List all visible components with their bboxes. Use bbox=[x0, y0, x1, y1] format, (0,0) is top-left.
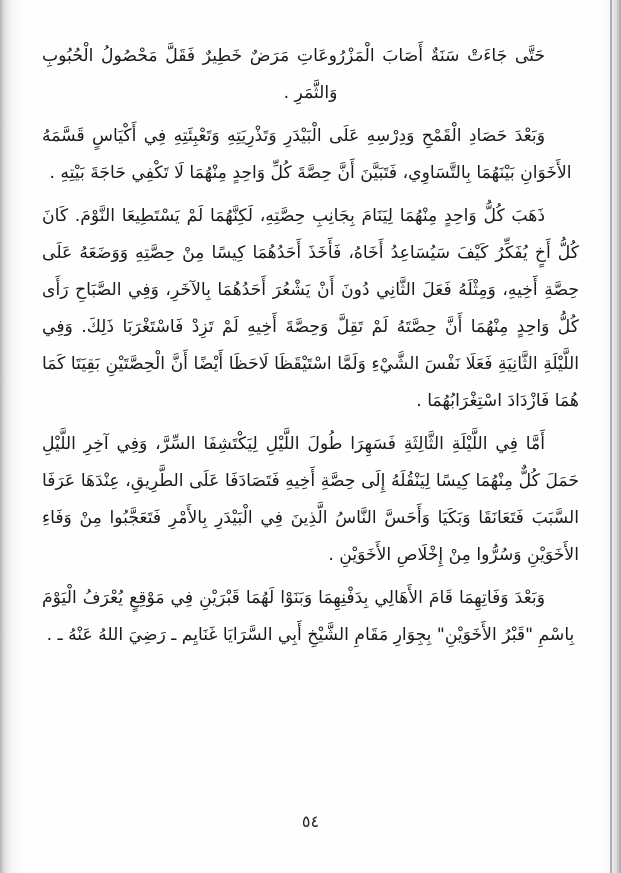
page-number: ٥٤ bbox=[301, 812, 320, 831]
page-left-edge-shadow bbox=[0, 0, 26, 873]
page-text-body bbox=[42, 38, 579, 660]
body-paragraph: ذَهَبَ كُلُّ وَاحِدٍ مِنْهُمَا لِيَنَامَ بِجَانِبِ حِصَّتِهِ، لَكِنَّهُمَا لَمْ يَسْتَطِيعَا النَّوْمَ. كَانَ كُلُّ أَخٍ يُفَكِّرُ كَيْفَ سَيُسَاعِدُ أَخَاهُ، فَأَخَذَ أَحَدُهُمَا كِيسًا مِنْ حِصَّتِهِ وَوَضَعَهُ عَلَى حِصَّةِ أَخِيهِ، وَمِثْلَهُ فَعَلَ الثَّانِي دُونَ أَنْ يَشْعُرَ أَحَدُهُمَا بِالآخَرِ، وَفِي الصَّبَاحِ رَأَى كُلُّ وَاحِدٍ مِنْهُمَا أَنَّ حِصَّتَهُ لَمْ تَقِلَّ وَحِصَّةَ أَخِيهِ لَمْ تَزِدْ فَاسْتَغْرَبَا ذَلِكَ. وَفِي اللَّيْلَةِ الثَّانِيَةِ فَعَلَا نَفْسَ الشَّيْءِ وَلَمَّا اسْتَيْقَظَا لَاحَظَا أَيْضًا أَنَّ الْحِصَّتَيْنِ بَقِيَتَا كَمَا هُمَا فَازْدَادَ اسْتِغْرَابُهُمَا . bbox=[42, 206, 579, 411]
body-paragraph: وَبَعْدَ حَصَادِ الْقَمْحِ وَدِرْسِهِ عَلَى الْبَيْدَرِ وَتَذْرِيَتِهِ وَتَعْبِئَتِهِ فِي أَكْيَاسٍ قَسَّمَهُ الأَخَوَانِ بَيْنَهُمَا بِالتَّسَاوِي، فَتَبَيَّنَ أَنَّ حِصَّةَ كُلِّ وَاحِدٍ مِنْهُمَا لَا تَكْفِي حَاجَةَ بَيْتِهِ . bbox=[42, 126, 572, 183]
page-right-edge-line bbox=[610, 0, 612, 873]
body-paragraph: وَبَعْدَ وَفَاتِهِمَا قَامَ الأَهَالِي بِدَفْنِهِمَا وَبَنَوْا لَهُمَا قَبْرَيْنِ فِي مَوْقِعٍ يُعْرَفُ الْيَوْمَ بِاسْمِ "قَبْرُ الأَخَوَيْنِ" بِجِوَارِ مَقَامِ الشَّيْخِ أَبِي السَّرَايَا غَنَايِم ـ رَضِيَ اللهُ عَنْهُ ـ . bbox=[42, 588, 575, 645]
body-paragraph: أَمَّا فِي اللَّيْلَةِ الثَّالِثَةِ فَسَهِرَا طُولَ اللَّيْلِ لِيَكْتَشِفَا السِّرَّ، وَفِي آخِرِ اللَّيْلِ حَمَلَ كُلٌّ مِنْهُمَا كِيسًا لِيَنْقُلَهُ إِلَى حِصَّةِ أَخِيهِ فَتَصَادَفَا عَلَى الطَّرِيقِ، عِنْدَهَا عَرَفَا السَّبَبَ فَتَعَانَقَا وَبَكَيَا وَأَحَسَّ النَّاسُ الَّذِينَ فِي الْبَيْدَرِ بِالأَمْرِ فَتَعَجَّبُوا مِنْ وَفَاءِ الأَخَوَيْنِ وَسُرُّوا مِنْ إِخْلَاصِ الأَخَوَيْنِ . bbox=[42, 434, 579, 565]
body-paragraph: حَتَّى جَاءَتْ سَنَةٌ أَصَابَ الْمَزْرُوعَاتِ مَرَضٌ خَطِيرٌ فَقَلَّ مَحْصُولُ الْحُبُوبِ وَالثَّمَرِ . bbox=[42, 46, 545, 103]
page-right-edge-shadow bbox=[599, 0, 621, 873]
